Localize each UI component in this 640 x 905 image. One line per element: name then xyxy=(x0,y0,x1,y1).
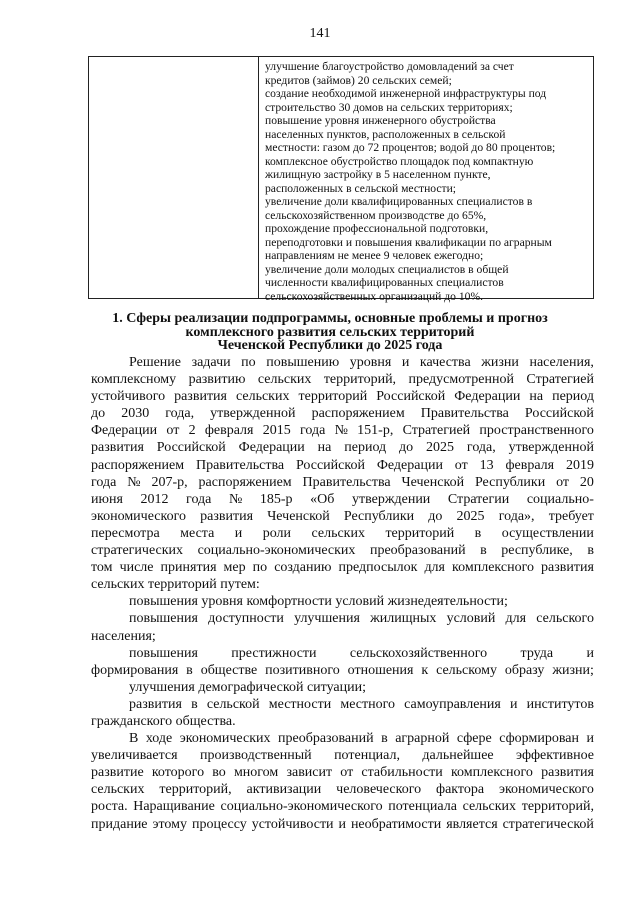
table-line: населенных пунктов, расположенных в сельской xyxy=(265,127,506,141)
list-item: населения; xyxy=(91,628,156,644)
body-text xyxy=(91,354,594,833)
section-heading-line: Чеченской Республики до 2025 года xyxy=(217,338,443,353)
goals-table xyxy=(88,56,594,303)
table-line: улучшение благоустройство домовладений за счет xyxy=(265,60,514,73)
list-item: формирования в обществе позитивного отношения к сельскому образу жизни; xyxy=(91,662,594,678)
table-line: создание необходимой инженерной инфраструктуры под xyxy=(265,87,547,100)
body-line: стратегических социально-экономических преобразований в республике, в xyxy=(91,543,594,559)
body-line: Решение задачи по повышению уровня и качества жизни населения, xyxy=(129,355,594,370)
table-line: направлениям не менее 9 человек ежегодно; xyxy=(265,249,484,262)
table-line: увеличение доли молодых специалистов в общей xyxy=(265,262,509,276)
body-line: том числе принятия мер по созданию предпосылок для комплексного развития xyxy=(91,560,594,576)
table-line: сельскохозяйственных организаций до 10%. xyxy=(265,289,484,303)
body-line: увеличивается производственный потенциал, дальнейшее эффективное xyxy=(91,748,594,764)
table-line: повышение уровня инженерного обустройства xyxy=(265,114,496,127)
section-heading-line: комплексного развития сельских территорий xyxy=(185,324,475,340)
body-line: развития Российской Федерации на период до 2025 года, утвержденной xyxy=(91,440,594,456)
body-line: пересмотра места и роли сельских территорий в осуществлении xyxy=(91,525,594,541)
table-line: комплексное обустройство площадок под компактную xyxy=(265,154,534,168)
list-item: улучшения демографической ситуации; xyxy=(129,679,366,695)
table-line: численности квалифицированных специалистов xyxy=(265,276,504,289)
body-line: комплексному развитию сельских территорий, предусмотренной Стратегией xyxy=(91,372,594,388)
body-line: устойчивого развития сельских территорий Российской Федерации на период xyxy=(91,389,594,405)
page-number: 141 xyxy=(309,26,331,41)
table-line: кредитов (займов) 20 сельских семей; xyxy=(265,73,452,87)
section-heading xyxy=(60,312,600,353)
table-line: местности: газом до 72 процентов; водой до 80 процентов; xyxy=(265,141,556,154)
table-line: сельскохозяйственном производстве до 65%, xyxy=(265,208,487,222)
table-right-cell xyxy=(265,60,590,303)
table-left-cell xyxy=(89,57,259,298)
list-item: развития в сельской местности местного самоуправления и институтов xyxy=(129,696,594,712)
list-item: повышения уровня комфортности условий жизнедеятельности; xyxy=(129,594,508,610)
table-line: увеличение доли квалифицированных специалистов в xyxy=(265,195,533,208)
body-line: до 2030 года, утвержденной распоряжением Правительства Российской xyxy=(91,406,594,422)
list-item: гражданского общества. xyxy=(91,713,236,729)
body-line: распоряжением Правительства Российской Федерации от 13 февраля 2019 xyxy=(91,457,594,473)
table-line: строительство 30 домов на сельских территориях; xyxy=(265,100,513,114)
list-item: повышения престижности сельскохозяйственного труда и xyxy=(129,645,594,661)
table-line: жилищную застройку в 5 населенном пункте, xyxy=(265,168,491,181)
body-line: сельских территорий, активизации человеческого фактора экономического xyxy=(91,782,594,798)
list-item: повышения доступности улучшения жилищных условий для сельского xyxy=(129,611,594,627)
table-line: расположенных в сельской местности; xyxy=(265,181,457,195)
body-line: придание этому процессу устойчивости и необратимости является стратегической xyxy=(91,816,594,832)
body-line: экономического развития Чеченской Республики до 2025 года», требует xyxy=(91,508,594,524)
body-line: июня 2012 года № 185-р «Об утверждении Стратегии социально- xyxy=(91,491,594,507)
body-line: сельских территорий путем: xyxy=(91,577,260,593)
table-line: переподготовки и повышения квалификации по аграрным xyxy=(265,235,552,249)
body-line: развитие которого во многом зависит от стабильности комплексного развития xyxy=(91,765,594,781)
body-line: роста. Наращивание социально-экономического потенциала сельских территорий, xyxy=(91,799,594,815)
body-line: В ходе экономических преобразований в аграрной сфере сформирован и xyxy=(129,731,594,747)
table-line: прохождение профессиональной подготовки, xyxy=(265,222,489,235)
body-line: года № 207-р, распоряжением Правительства Чеченской Республики от 20 xyxy=(91,474,594,490)
section-heading-line: 1. Сферы реализации подпрограммы, основные проблемы и прогноз xyxy=(112,311,548,326)
body-line: Федерации от 2 февраля 2015 года № 151-р, Стратегией пространственного xyxy=(91,423,594,439)
